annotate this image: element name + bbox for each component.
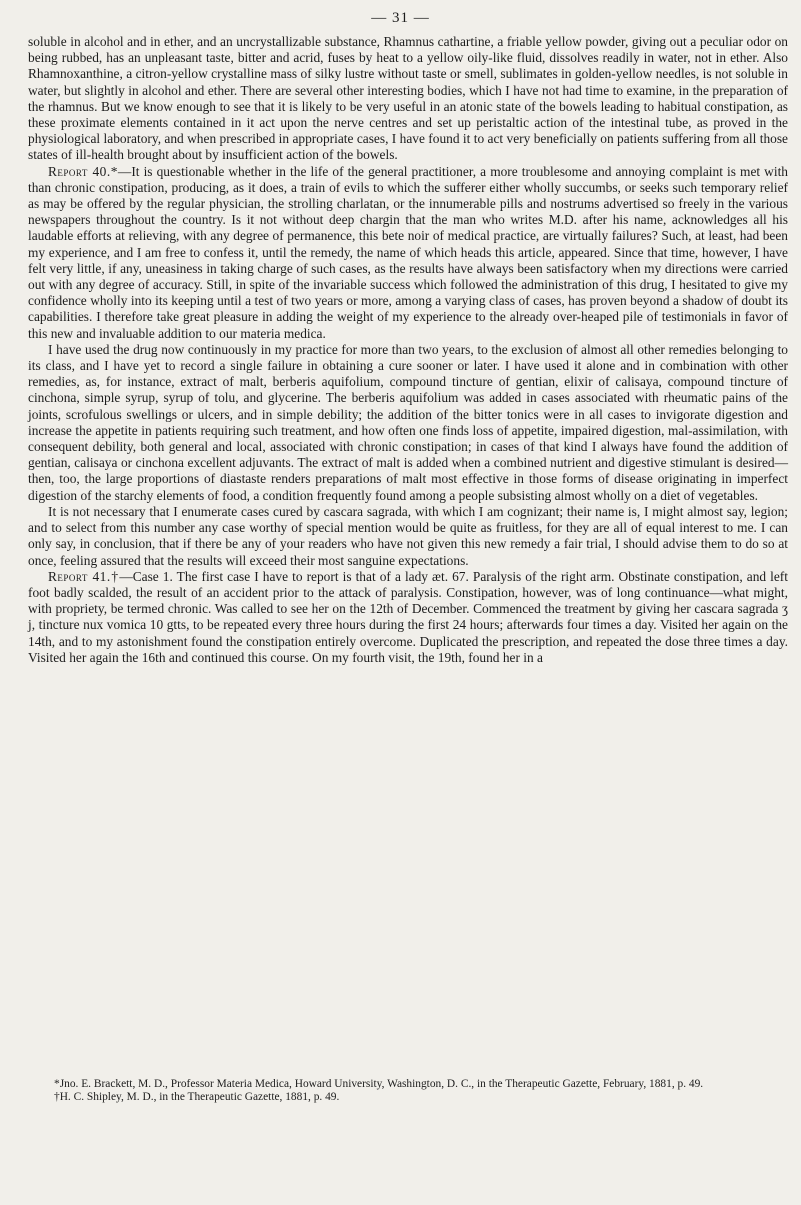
footnote: †H. C. Shipley, M. D., in the Therapeutic Gazette, 1881, p. 49.	[54, 1091, 340, 1104]
paragraph-report-41	[28, 569, 788, 666]
report-label: Report 40.*	[48, 163, 118, 179]
paragraph-report-40	[28, 164, 788, 342]
report-label: Report 41.†	[48, 568, 120, 584]
page-number: — 31 —	[371, 10, 430, 26]
paragraph-rhamnus-chemistry: soluble in alcohol and in ether, and an uncrystallizable substance, Rhamnus cathartine, a friable yellow powder, giving out a peculiar odor on being rubbed, has an unpleasant taste, bitter and acrid, fuses by heat to a yellow oily-like fluid, dissolves readily in water, not in ether. Also Rhamnoxanthine, a citron-yellow crystalline mass of silky lustre without taste or smell, sublimates in golden-yellow needles, is not soluble in water, but slightly in alcohol and ether. There are several other interesting bodies, which I have not had time to examine, in the preparation of the rhamnus. But we know enough to see that it is likely to be very useful in an atonic state of the bowels leading to habitual constipation, as these proximate elements contained in it act upon the nerve centres and set up peristaltic action of the intestinal tube, as proved in the physiological laboratory, and when prescribed in appropriate cases, I have found it to act very beneficially on patients suffering from all those states of ill-health brought about by insufficient action of the bowels.	[28, 34, 788, 163]
footnotes	[28, 1078, 788, 1105]
body-text	[28, 34, 788, 666]
paragraph-conclusion: It is not necessary that I enumerate cases cured by cascara sagrada, with which I am cognizant; their name is, I might almost say, legion; and to select from this number any case worthy of special mention would be quite as fruitless, for they are all of equal interest to me. I can only say, in conclusion, that if there be any of your readers who have not given this new remedy a fair trial, I should advise them to do so at once, feeling assured that the results will exceed their most sanguine expectations.	[28, 503, 788, 568]
report-text: —It is questionable whether in the life of the general practitioner, a more troublesome and annoying complaint is met with than chronic constipation, producing, as it does, a train of evils to which the sufferer either wholly succumbs, or seeks such temporary relief as may be offered by the regular physician, the strolling charlatan, or the innumerable pills and nostrums advertised so freely in the various newspapers throughout the country. Is it not without deep chargin that the man who writes M.D. after his name, acknowledges all his laudable efforts at relieving, with any degree of permanence, this bete noir of medical practice, are virtually failures? Such, at least, had been my experience, and I am free to confess it, until the remedy, the name of which heads this article, appeared. Since that time, however, I have felt very little, if any, uneasiness in taking charge of such cases, as the results have always been satisfactory when my directions were carried out with any degree of accuracy. Still, in spite of the invariable success which followed the administration of this drug, I hesitated to give my confidence wholly into its keeping until a test of two years or more, among a varying class of cases, has proven beyond a shadow of doubt its capabilities. I therefore take great pleasure in adding the weight of my experience to the already over-heaped pile of testimonials in favor of this new and invaluable addition to our materia medica.	[28, 163, 788, 341]
footnote: *Jno. E. Brackett, M. D., Professor Materia Medica, Howard University, Washington, D. C., in the Therapeutic Gazette, February, 1881, p. 49.	[54, 1078, 704, 1090]
paragraph-drug-usage: I have used the drug now continuously in my practice for more than two years, to the exclusion of almost all other remedies belonging to its class, and I have yet to record a single failure in obtaining a cure sooner or later. I have used it alone and in combination with other remedies, as, for instance, extract of malt, berberis aquifolium, compound tincture of gentian, elixir of calisaya, compound tincture of cinchona, simple syrup, syrup of tolu, and glycerine. The berberis aquifolium was added in cases associated with rheumatic pains of the joints, scrofulous swellings or ulcers, and in simple debility; the addition of the bitter tonics were in all cases to invigorate digestion and increase the appetite in patients requiring such treatment, and how often one finds loss of appetite, impaired digestion, mal-assimilation, with consequent debility, both general and local, associated with chronic constipation; in cases of that kind I always have found the addition of gentian, calisaya or cinchona excellent adjuvants. The extract of malt is added when a combined nutrient and digestive stimulant is desired—then, too, the large proportions of diastaste renders preparations of malt most effective in those forms of disease originating in imperfect digestion of the starchy elements of food, a condition frequently found among a people subsisting almost wholly on a diet of vegetables.	[28, 341, 788, 503]
report-text: —Case 1. The first case I have to report is that of a lady æt. 67. Paralysis of the right arm. Obstinate constipation, and left foot badly scalded, the result of an accident prior to the attack of paralysis. Constipation, however, was of long continuance—what might, with propriety, be termed chronic. Was called to see her on the 12th of December. Commenced the treatment by giving her cascara sagrada ʒ j, tincture nux vomica 10 gtts, to be repeated every three hours during the first 24 hours; afterwards four times a day. Visited her again on the 14th, and to my astonishment found the constipation entirely overcome. Duplicated the prescription, and repeated the dose three times a day. Visited her again the 16th and continued this course. On my fourth visit, the 19th, found her in a	[28, 568, 788, 665]
